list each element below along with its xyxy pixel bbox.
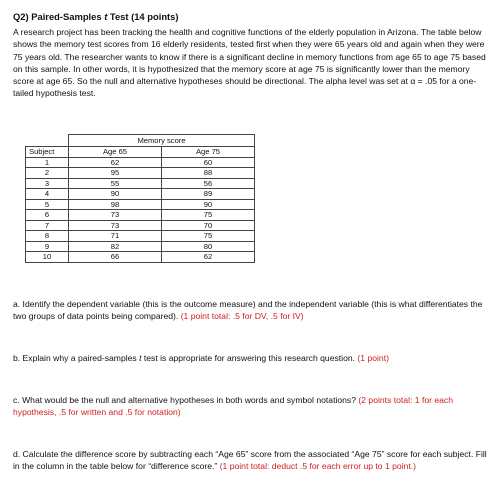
- cell-subject: 4: [26, 189, 69, 200]
- cell-age75: 56: [162, 178, 255, 189]
- table-row: [26, 210, 255, 221]
- question-b-prefix: b. Explain why a paired-samples: [13, 353, 140, 363]
- cell-age65: 98: [69, 199, 162, 210]
- cell-age65: 73: [69, 220, 162, 231]
- cell-subject: 7: [26, 220, 69, 231]
- question-c-text: c. What would be the null and alternative hypotheses in both words and symbol notations?: [13, 395, 359, 405]
- cell-age65: 62: [69, 157, 162, 168]
- table-row: [26, 252, 255, 263]
- table-header-row: [26, 147, 255, 158]
- cell-age65: 66: [69, 252, 162, 263]
- question-b-italic-t: t: [139, 353, 142, 363]
- table-row: [26, 220, 255, 231]
- col-header-age75: Age 75: [162, 147, 255, 158]
- cell-age75: 89: [162, 189, 255, 200]
- cell-age75: 75: [162, 210, 255, 221]
- cell-age75: 90: [162, 199, 255, 210]
- question-a-points: (1 point total: .5 for DV, .5 for IV): [180, 311, 304, 322]
- table-row: [26, 157, 255, 168]
- cell-subject: 6: [26, 210, 69, 221]
- table-group-header-row: [26, 135, 255, 147]
- table-row: [26, 168, 255, 179]
- question-a: [13, 298, 487, 323]
- cell-age65: 71: [69, 231, 162, 242]
- col-header-age65: Age 65: [69, 147, 162, 158]
- title-italic-t: t: [104, 11, 108, 22]
- cell-age75: 62: [162, 252, 255, 263]
- cell-age65: 55: [69, 178, 162, 189]
- table-row: [26, 231, 255, 242]
- intro-paragraph: A research project has been tracking the health and cognitive functions of the elderly population in Arizona. The table below shows the memory test scores from 16 elderly residents, tested first when they were 65 years old and again when they were 75 years old. The researcher wants to know if there is a significant decline in memory functions from age 65 to age 75 based on this sample. In other words, it is hypothesized that the memory score at age 75 is significantly lower than the memory score at age 65. So the null and alternative hypotheses should be directional. The alpha level was set at α = .05 for a one-tailed hypothesis test.: [13, 27, 486, 99]
- cell-age75: 70: [162, 220, 255, 231]
- table-row: [26, 189, 255, 200]
- question-c: [13, 394, 487, 419]
- cell-subject: 2: [26, 168, 69, 179]
- question-d-text: d. Calculate the difference score by subtracting each “Age 65” score from the associated “Age 75” score for each subject. Fill in the column in the table below for “difference score.”: [13, 449, 487, 472]
- cell-age65: 82: [69, 241, 162, 252]
- cell-subject: 10: [26, 252, 69, 263]
- col-header-subject: Subject: [26, 147, 69, 158]
- cell-subject: 9: [26, 241, 69, 252]
- question-title: [13, 11, 179, 22]
- question-a-text: a. Identify the dependent variable (this is the outcome measure) and the independent variable (this is what differentiates the two groups of data points being compared).: [13, 299, 483, 322]
- cell-subject: 1: [26, 157, 69, 168]
- cell-age65: 95: [69, 168, 162, 179]
- memory-score-table: [25, 134, 255, 263]
- question-b-suffix: test is appropriate for answering this research question.: [141, 353, 358, 363]
- table-row: [26, 241, 255, 252]
- table-row: [26, 199, 255, 210]
- cell-subject: 5: [26, 199, 69, 210]
- table-corner-cell: [26, 135, 69, 147]
- cell-subject: 3: [26, 178, 69, 189]
- cell-age65: 73: [69, 210, 162, 221]
- cell-age75: 88: [162, 168, 255, 179]
- cell-subject: 8: [26, 231, 69, 242]
- table-group-header: Memory score: [69, 135, 255, 147]
- question-d: [13, 448, 487, 473]
- question-b-points: (1 point): [357, 353, 389, 363]
- question-b: [13, 352, 487, 364]
- cell-age75: 75: [162, 231, 255, 242]
- question-d-points: (1 point total: deduct .5 for each error up to 1 point.): [219, 461, 417, 472]
- cell-age65: 90: [69, 189, 162, 200]
- table-row: [26, 178, 255, 189]
- cell-age75: 80: [162, 241, 255, 252]
- title-suffix: Test (14 points): [107, 11, 179, 22]
- cell-age75: 60: [162, 157, 255, 168]
- question-c-points: (2 points total: 1 for each hypothesis, .5 for written and .5 for notation): [13, 395, 453, 418]
- title-prefix: Q2) Paired-Samples: [13, 11, 105, 22]
